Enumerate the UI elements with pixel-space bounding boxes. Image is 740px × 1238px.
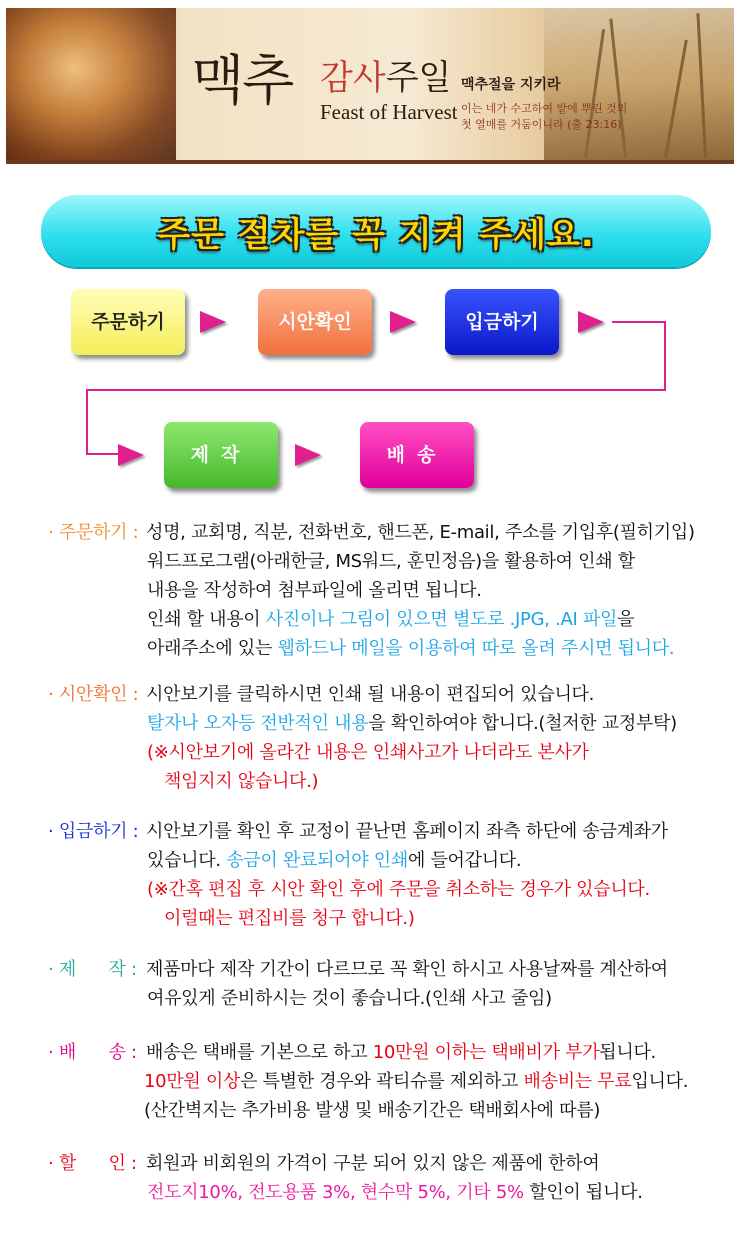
section-text: 워드프로그램(아래한글, MS워드, 훈민정음)을 활용하여 인쇄 할 xyxy=(147,551,635,572)
section-label-discount: · 할 인 : xyxy=(48,1153,137,1174)
arrow-right-icon xyxy=(295,444,321,466)
banner-title-maekchu: 맥추 xyxy=(192,49,293,112)
section-text: 있습니다. xyxy=(147,850,227,871)
section-text: 을 xyxy=(617,609,635,630)
step-delivery-button[interactable]: 배송 xyxy=(360,422,474,488)
section-proof xyxy=(48,680,677,796)
banner-title-gamsa: 감사 xyxy=(320,58,386,98)
arrow-right-icon xyxy=(200,311,226,333)
section-text: (산간벽지는 추가비용 발생 및 배송기간은 택배회사에 따름) xyxy=(144,1100,601,1121)
section-text: 제품마다 제작 기간이 다르므로 꼭 확인 하시고 사용날짜를 계산하여 xyxy=(146,959,668,980)
section-highlight: 10만원 이하는 택배비가 부가 xyxy=(372,1042,600,1063)
step-payment-button[interactable]: 입금하기 xyxy=(445,289,559,355)
headline-text: 주문 절차를 꼭 지켜 주세요. xyxy=(157,215,595,255)
section-text: 은 특별한 경우와 곽티슈를 제외하고 xyxy=(240,1071,524,1092)
section-text: 시안보기를 클릭하시면 인쇄 될 내용이 편집되어 있습니다. xyxy=(146,684,595,705)
section-text: 성명, 교회명, 직분, 전화번호, 핸드폰, E-mail, 주소를 기입후(필히기입) xyxy=(146,522,695,543)
section-highlight: 전도지10%, 전도용품 3%, 현수막 5%, 기타 5% xyxy=(147,1182,524,1203)
wheat-field-image xyxy=(544,8,734,160)
headline-banner xyxy=(41,195,711,267)
section-highlight: 10만원 이상 xyxy=(144,1071,241,1092)
banner-subtitle: Feast of Harvest xyxy=(320,100,458,124)
section-warning: 이럴때는 편집비를 청구 합니다.) xyxy=(164,908,415,929)
flow-connector xyxy=(664,321,666,391)
arrow-right-icon xyxy=(578,311,604,333)
section-highlight: 송금이 완료되어야 인쇄 xyxy=(226,850,408,871)
section-highlight: 탈자나 오자등 전반적인 내용 xyxy=(147,713,369,734)
section-text: 됩니다. xyxy=(599,1042,656,1063)
banner-title-juil: 주일 xyxy=(385,58,452,98)
section-highlight: 웹하드나 메일을 이용하여 따로 올려 주시면 됩니다. xyxy=(277,638,675,659)
section-text: 배송은 택배를 기본으로 하고 xyxy=(146,1042,373,1063)
flow-connector xyxy=(86,453,120,455)
section-text: 아래주소에 있는 xyxy=(147,638,278,659)
section-label-production: · 제 작 : xyxy=(48,959,137,980)
section-label-proof: · 시안확인 : xyxy=(48,684,139,705)
arrow-right-icon xyxy=(118,444,144,466)
section-text: 할인이 됩니다. xyxy=(523,1182,643,1203)
step-proof-button[interactable]: 시안확인 xyxy=(258,289,372,355)
section-highlight: 사진이나 그림이 있으면 별도로 .JPG, .AI 파일 xyxy=(265,609,618,630)
section-text: 내용을 작성하여 첨부파일에 올리면 됩니다. xyxy=(147,580,482,601)
section-warning: (※시안보기에 올라간 내용은 인쇄사고가 나더라도 본사가 xyxy=(147,742,589,763)
harvest-bread-image xyxy=(6,8,176,160)
section-text: 시안보기를 확인 후 교정이 끝난면 홈페이지 좌측 하단에 송금계좌가 xyxy=(146,821,668,842)
section-payment xyxy=(48,817,668,933)
section-highlight: 배송비는 무료 xyxy=(523,1071,632,1092)
section-text: 인쇄 할 내용이 xyxy=(147,609,266,630)
step-production-button[interactable]: 제작 xyxy=(164,422,278,488)
section-discount xyxy=(48,1149,643,1207)
arrow-right-icon xyxy=(390,311,416,333)
section-text: 회원과 비회원의 가격이 구분 되어 있지 않은 제품에 한하여 xyxy=(146,1153,600,1174)
flow-connector xyxy=(86,389,88,455)
banner-verse-title: 맥추절을 지키라 xyxy=(461,77,561,93)
section-text: 여유있게 준비하시는 것이 좋습니다.(인쇄 사고 줄임) xyxy=(147,988,552,1009)
flow-connector xyxy=(86,389,666,391)
section-text: 입니다. xyxy=(631,1071,689,1092)
section-order xyxy=(48,518,695,663)
banner xyxy=(6,8,734,164)
section-production xyxy=(48,955,668,1013)
section-warning: (※간혹 편집 후 시안 확인 후에 주문을 취소하는 경우가 있습니다. xyxy=(147,879,650,900)
section-label-order: · 주문하기 : xyxy=(48,522,139,543)
section-label-delivery: · 배 송 : xyxy=(48,1042,137,1063)
banner-verse-line: 이는 네가 수고하여 밭에 뿌린 것의 xyxy=(461,102,628,115)
flow-connector xyxy=(612,321,666,323)
section-text: 에 들어갑니다. xyxy=(407,850,522,871)
section-label-payment: · 입금하기 : xyxy=(48,821,139,842)
banner-verse-line: 첫 열매를 거둠이니라 (출 23:16) xyxy=(461,118,622,131)
step-order-button[interactable]: 주문하기 xyxy=(71,289,185,355)
section-text: 을 확인하여야 합니다.(철저한 교정부탁) xyxy=(368,713,677,734)
section-delivery xyxy=(48,1038,688,1125)
banner-title-thanksgiving xyxy=(320,50,451,99)
section-warning: 책임지지 않습니다.) xyxy=(164,771,319,792)
